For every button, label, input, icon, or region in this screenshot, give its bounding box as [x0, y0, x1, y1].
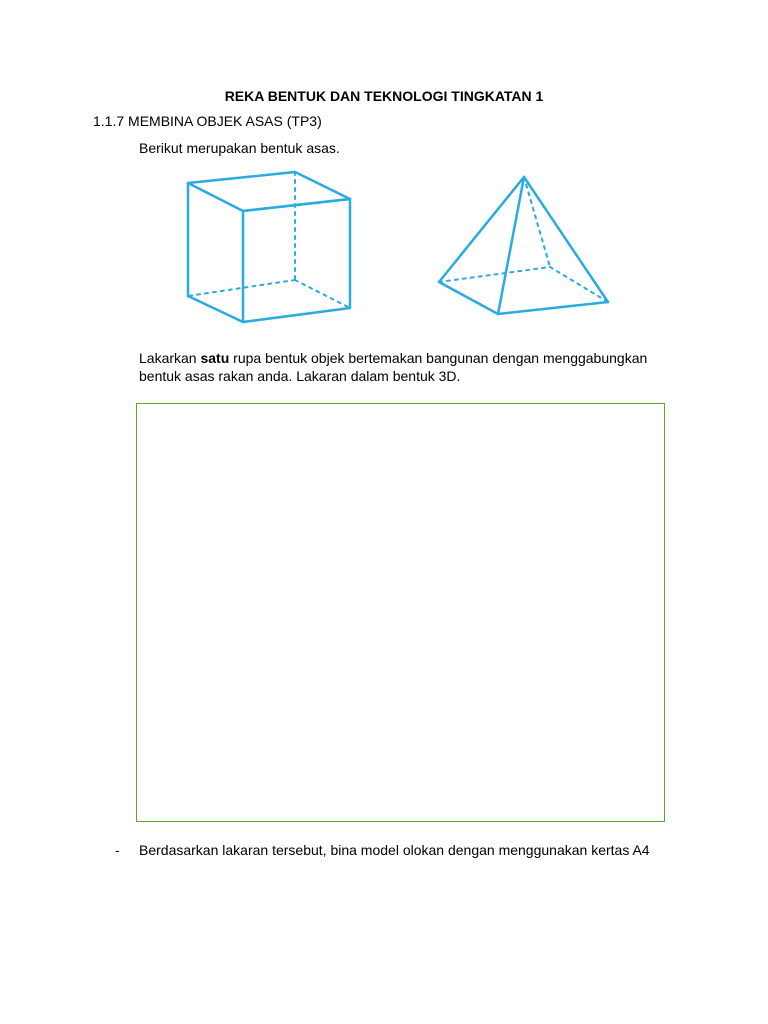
cube-wireframe-icon	[188, 172, 350, 322]
instruction-bold: satu	[200, 350, 230, 366]
pyramid-wireframe-icon	[439, 177, 608, 314]
section-heading: 1.1.7 MEMBINA OBJEK ASAS (TP3)	[93, 113, 322, 129]
bullet-text: Berdasarkan lakaran tersebut, bina model olokan dengan menggunakan kertas A4	[139, 842, 650, 858]
basic-shapes-figure	[0, 160, 768, 340]
intro-text: Berikut merupakan bentuk asas.	[139, 140, 340, 156]
instruction-part2: rupa bentuk objek bertemakan bangunan dengan menggabungkan bentuk asas rakan anda. Lakaran dalam bentuk 3D.	[139, 350, 648, 384]
page-title: REKA BENTUK DAN TEKNOLOGI TINGKATAN 1	[224, 88, 544, 104]
instruction-part1: Lakarkan	[139, 350, 201, 366]
instruction-text	[139, 349, 679, 385]
bullet-marker: -	[115, 842, 120, 858]
sketch-area-box[interactable]	[136, 403, 665, 822]
